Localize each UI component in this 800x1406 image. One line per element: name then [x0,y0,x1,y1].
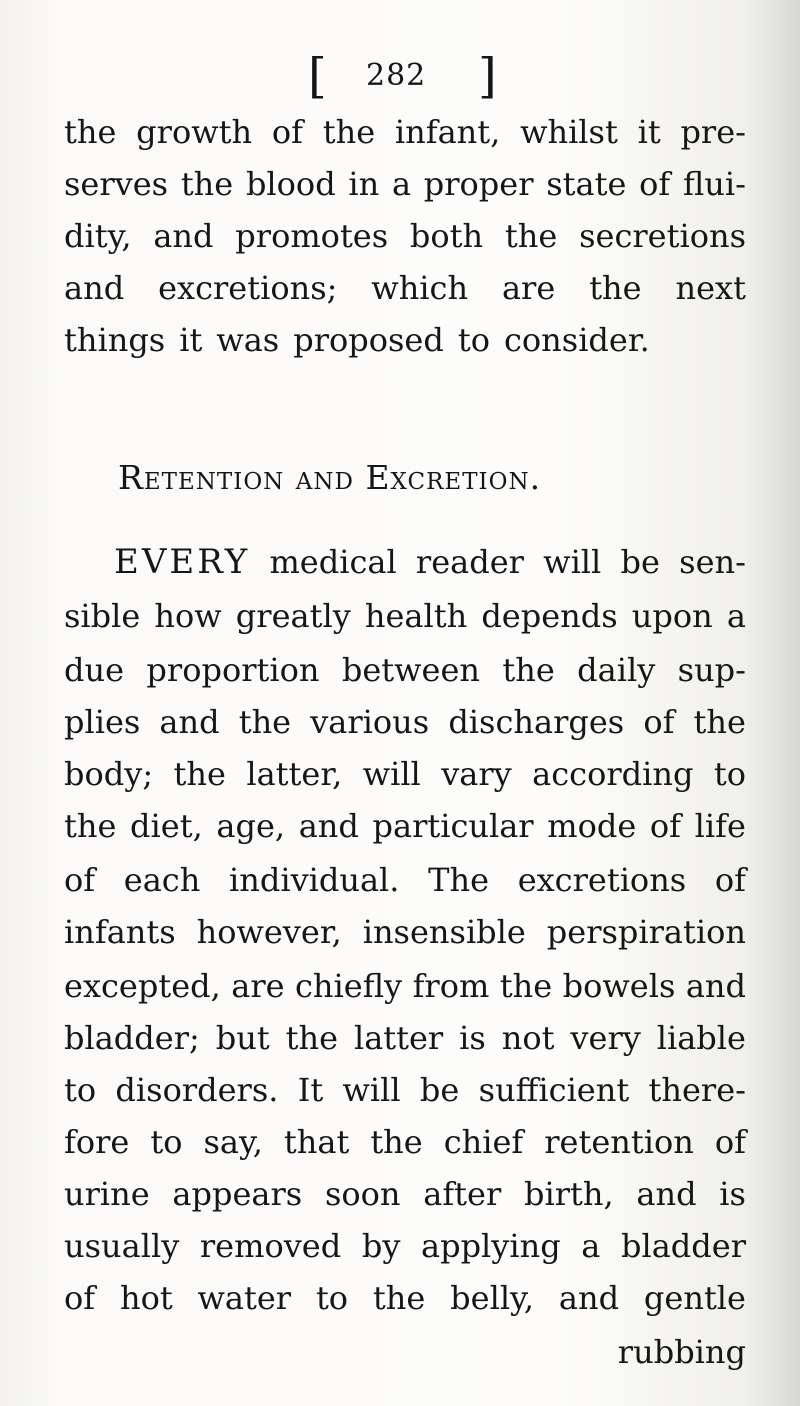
text-line: infants however, insensible perspiration [64,913,746,951]
page-header [0,48,800,108]
text-line: excepted, are chiefly from the bowels and [64,967,746,1005]
text-line: the growth of the infant, whilst it pre- [64,113,746,151]
text-line: fore to say, that the chief retention of [64,1123,746,1161]
text-line: of each individual. The excretions of [64,861,746,899]
right-bracket: ] [478,48,497,104]
text-line: serves the blood in a proper state of flui- [64,165,746,203]
text-line: of hot water to the belly, and gentle [64,1279,746,1317]
page-number: 282 [366,58,427,93]
text-line: sible how greatly health depends upon a [64,597,746,635]
text-line: dity, and promotes both the secretions [64,217,746,255]
text-line: body; the latter, will vary according to [64,755,746,793]
section-heading [118,456,541,500]
text-line: due proportion between the daily sup- [64,651,746,689]
text-line: plies and the various discharges of the [64,703,746,741]
left-bracket: [ [308,48,327,104]
catchword: rubbing [617,1333,746,1371]
text-line: the diet, age, and particular mode of life [64,807,746,845]
text-line: bladder; but the latter is not very liable [64,1019,746,1057]
section-heading-text: Retention and Excretion. [118,458,542,497]
text-line-first: EVERY medical reader will be sen- [114,542,746,582]
text-line: to disorders. It will be sufficient there- [64,1071,746,1109]
text-line: and excretions; which are the next [64,269,746,307]
text-line: usually removed by applying a bladder [64,1227,746,1265]
text-line: urine appears soon after birth, and is [64,1175,746,1213]
text-line: things it was proposed to consider. [64,321,650,359]
